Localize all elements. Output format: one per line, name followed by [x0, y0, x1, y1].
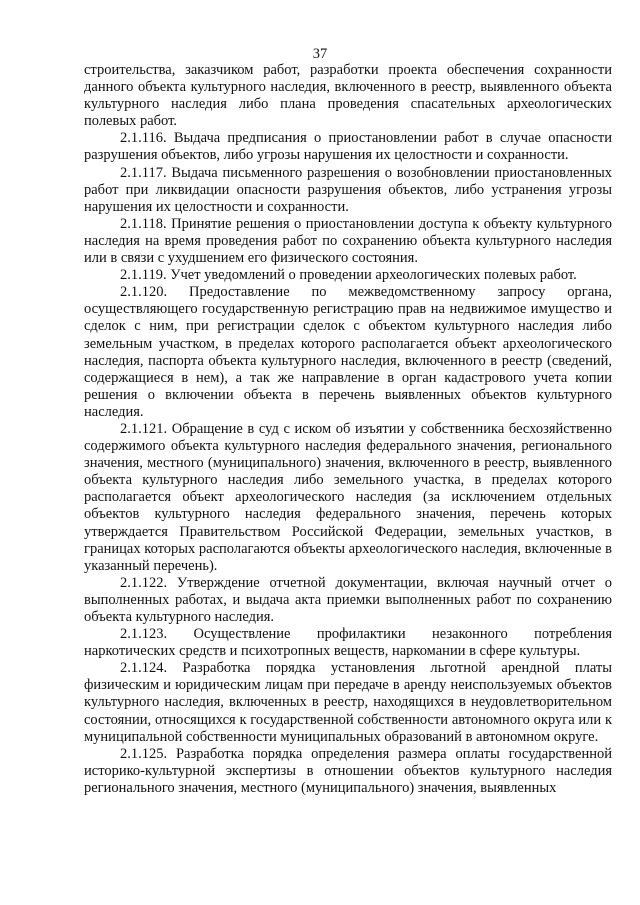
paragraph-2-1-125: 2.1.125. Разработка порядка определения размера оплаты государственной историко-культурной экспертизы в отношении объектов культурного наследия регионального значения, местного (муниципального) значения, выявленных: [84, 745, 612, 796]
paragraph-2-1-122: 2.1.122. Утверждение отчетной документации, включая научный отчет о выполненных работах, и выдача акта приемки выполненных работ по сохранению объекта культурного наследия.: [84, 574, 612, 625]
paragraph-2-1-117: 2.1.117. Выдача письменного разрешения о возобновлении приостановленных работ при ликвидации опасности разрушения объектов, либо устранения угрозы нарушения их целостности и сохранности.: [84, 164, 612, 215]
paragraph-2-1-116: 2.1.116. Выдача предписания о приостановлении работ в случае опасности разрушения объектов, либо угрозы нарушения их целостности и сохранности.: [84, 130, 612, 164]
paragraph-2-1-121: 2.1.121. Обращение в суд с иском об изъятии у собственника бесхозяйственно содержимого объекта культурного наследия федерального значения, регионального значения, местного (муниципального) значения, включенного в реестр, выявленного объекта культурного наследия либо земельного участка, в пределах которого располагается объект археологического наследия (за исключением отдельных объектов культурного наследия федерального значения, перечень которых утверждается Правительством Российской Федерации, земельных участков, в границах которых располагаются объекты археологического наследия, включенные в указанный перечень).: [84, 420, 612, 574]
document-body: [84, 62, 612, 797]
paragraph-2-1-118: 2.1.118. Принятие решения о приостановлении доступа к объекту культурного наследия на время проведения работ по сохранению объекта культурного наследия или в связи с ухудшением его физического состояния.: [84, 215, 612, 267]
page-number: 37: [312, 46, 328, 62]
paragraph-2-1-124: 2.1.124. Разработка порядка установления льготной арендной платы физическим и юридическим лицам при передаче в аренду неиспользуемых объектов культурного наследия, включенных в реестр, находящихся в неудовлетворительном состоянии, относящихся к государственной собственности автономного округа или к муниципальной собственности муниципальных образований в автономном округе.: [84, 660, 612, 745]
paragraph-2-1-119: 2.1.119. Учет уведомлений о проведении археологических полевых работ.: [120, 267, 577, 284]
paragraph-continuation: строительства, заказчиком работ, разработки проекта обеспечения сохранности данного объекта культурного наследия, включенного в реестр, выявленного объекта культурного наследия либо плана проведения спасательных археологических полевых работ.: [84, 62, 612, 130]
paragraph-2-1-120: 2.1.120. Предоставление по межведомственному запросу органа, осуществляющего государственную регистрацию прав на недвижимое имущество и сделок с ним, при регистрации сделок с объектом культурного наследия либо земельным участком, в пределах которого располагается объект археологического наследия, паспорта объекта культурного наследия, включенного в реестр (сведений, содержащиеся в нем), а так же направление в орган кадастрового учета копии решения о включении объекта в перечень выявленных объектов культурного наследия.: [84, 284, 612, 420]
paragraph-2-1-123: 2.1.123. Осуществление профилактики незаконного потребления наркотических средств и психотропных веществ, наркомании в сфере культуры.: [84, 626, 612, 660]
